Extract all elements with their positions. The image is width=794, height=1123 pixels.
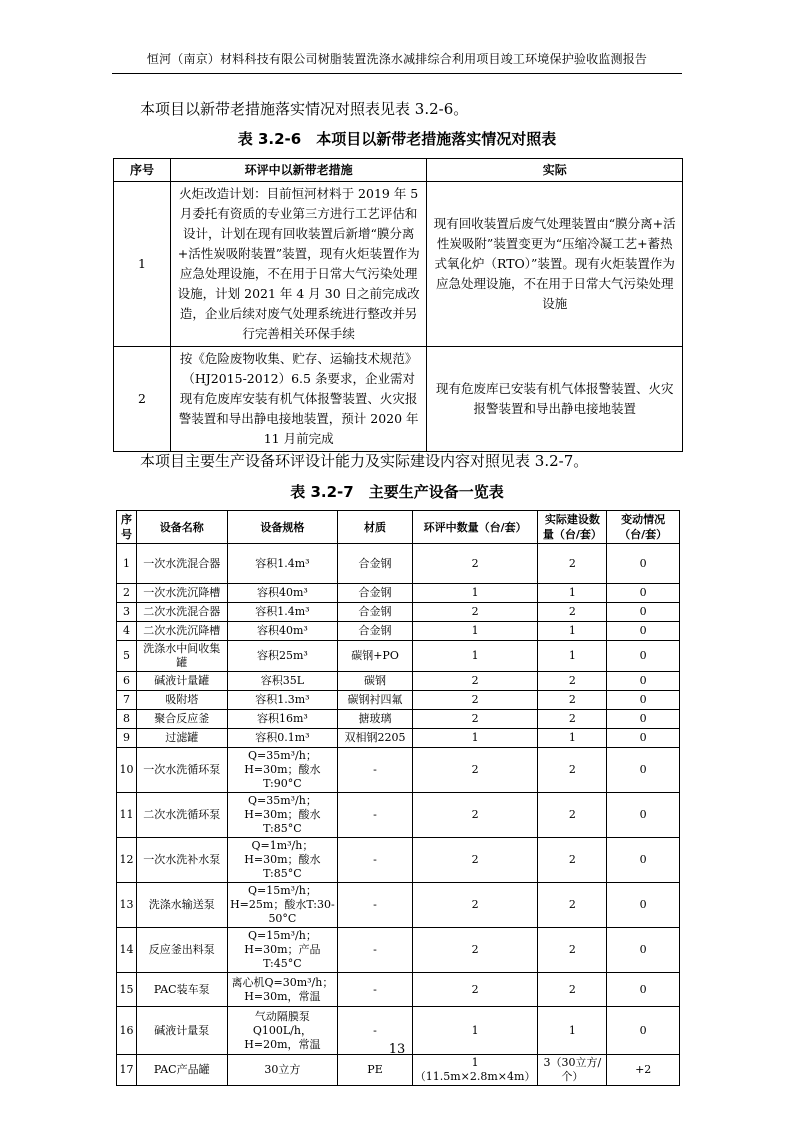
change-quantity: 0 bbox=[607, 1007, 680, 1055]
eia-quantity: 1 bbox=[412, 1007, 538, 1055]
row-actual: 现有回收装置后废气处理装置由“膜分离+活性炭吸附”装置变更为“压缩冷凝工艺+蓄热式氧化炉（RTO）”装置。现有火炬装置作为应急处理设施，不在用于日常大气污染处理设施 bbox=[427, 182, 683, 347]
equipment-material: 搪玻璃 bbox=[338, 710, 412, 729]
change-quantity: 0 bbox=[607, 973, 680, 1007]
equipment-name: 洗涤水中间收集罐 bbox=[136, 641, 227, 672]
header-no: 序号 bbox=[117, 511, 137, 544]
equipment-name: 碱液计量泵 bbox=[136, 1007, 227, 1055]
equipment-name: 一次水洗混合器 bbox=[136, 544, 227, 584]
actual-quantity: 2 bbox=[538, 928, 607, 973]
table-row bbox=[117, 883, 680, 928]
table-row bbox=[117, 973, 680, 1007]
change-quantity: 0 bbox=[607, 622, 680, 641]
eia-quantity: 2 bbox=[412, 544, 538, 584]
table-row bbox=[114, 182, 683, 347]
equipment-material: 合金钢 bbox=[338, 603, 412, 622]
change-quantity: 0 bbox=[607, 793, 680, 838]
eia-quantity: 1（11.5m×2.8m×4m） bbox=[412, 1055, 538, 1086]
table-row bbox=[117, 622, 680, 641]
equipment-spec: Q=35m³/h；H=30m；酸水T:85°C bbox=[227, 793, 338, 838]
equipment-spec: 容积16m³ bbox=[227, 710, 338, 729]
table-header-row bbox=[114, 159, 683, 182]
eia-quantity: 2 bbox=[412, 710, 538, 729]
eia-quantity: 1 bbox=[412, 584, 538, 603]
equipment-spec: 容积1.4m³ bbox=[227, 603, 338, 622]
actual-quantity: 1 bbox=[538, 584, 607, 603]
actual-quantity: 2 bbox=[538, 838, 607, 883]
equipment-spec: 容积40m³ bbox=[227, 622, 338, 641]
equipment-spec: 容积25m³ bbox=[227, 641, 338, 672]
row-no: 5 bbox=[117, 641, 137, 672]
row-no: 14 bbox=[117, 928, 137, 973]
eia-quantity: 1 bbox=[412, 729, 538, 748]
equipment-material: - bbox=[338, 928, 412, 973]
header-name: 设备名称 bbox=[136, 511, 227, 544]
table-row bbox=[117, 584, 680, 603]
eia-quantity: 2 bbox=[412, 691, 538, 710]
eia-quantity: 2 bbox=[412, 603, 538, 622]
actual-quantity: 2 bbox=[538, 544, 607, 584]
equipment-material: - bbox=[338, 793, 412, 838]
header-actual-qty: 实际建设数量（台/套） bbox=[538, 511, 607, 544]
equipment-material: 双相钢2205 bbox=[338, 729, 412, 748]
equipment-name: 一次水洗循环泵 bbox=[136, 748, 227, 793]
actual-quantity: 1 bbox=[538, 622, 607, 641]
row-no: 8 bbox=[117, 710, 137, 729]
equipment-material: PE bbox=[338, 1055, 412, 1086]
equipment-name: 聚合反应釜 bbox=[136, 710, 227, 729]
actual-quantity: 1 bbox=[538, 1007, 607, 1055]
equipment-spec: Q=1m³/h；H=30m；酸水T:85°C bbox=[227, 838, 338, 883]
row-no: 16 bbox=[117, 1007, 137, 1055]
eia-quantity: 1 bbox=[412, 622, 538, 641]
table-row bbox=[117, 748, 680, 793]
eia-quantity: 2 bbox=[412, 973, 538, 1007]
document-header: 恒河（南京）材料科技有限公司树脂装置洗涤水减排综合利用项目竣工环境保护验收监测报告 bbox=[112, 50, 682, 74]
equipment-table-body bbox=[117, 544, 680, 1086]
table-3-2-6-caption: 表 3.2-6 本项目以新带老措施落实情况对照表 bbox=[237, 130, 557, 148]
actual-quantity: 2 bbox=[538, 710, 607, 729]
row-no: 10 bbox=[117, 748, 137, 793]
table-row bbox=[117, 1055, 680, 1086]
table-row bbox=[117, 729, 680, 748]
equipment-name: 碱液计量罐 bbox=[136, 672, 227, 691]
change-quantity: 0 bbox=[607, 838, 680, 883]
row-measure: 火炬改造计划：目前恒河材料于 2019 年 5 月委托有资质的专业第三方进行工艺评估和设计，计划在现有回收装置后新增“膜分离+活性炭吸附装置”装置，现有火炬装置作为应急处理设施，不在用于日常大气污染处理设施，计划 2021 年 4 月 30 日之前完成改造，企业后续对废气处理系统进行整改并另行完善相关环保手续 bbox=[170, 182, 427, 347]
change-quantity: 0 bbox=[607, 691, 680, 710]
equipment-name: 反应釜出料泵 bbox=[136, 928, 227, 973]
change-quantity: 0 bbox=[607, 641, 680, 672]
header-no: 序号 bbox=[114, 159, 171, 182]
equipment-name: 一次水洗补水泵 bbox=[136, 838, 227, 883]
change-quantity: +2 bbox=[607, 1055, 680, 1086]
intro-paragraph-2: 本项目主要生产设备环评设计能力及实际建设内容对照见表 3.2-7。 bbox=[140, 452, 589, 470]
eia-quantity: 2 bbox=[412, 838, 538, 883]
equipment-spec: 30立方 bbox=[227, 1055, 338, 1086]
table-3-2-7-caption: 表 3.2-7 主要生产设备一览表 bbox=[290, 483, 504, 501]
table-row bbox=[117, 691, 680, 710]
equipment-name: 吸附塔 bbox=[136, 691, 227, 710]
equipment-material: - bbox=[338, 1007, 412, 1055]
table-row bbox=[117, 672, 680, 691]
change-quantity: 0 bbox=[607, 544, 680, 584]
change-quantity: 0 bbox=[607, 729, 680, 748]
equipment-name: 二次水洗沉降槽 bbox=[136, 622, 227, 641]
equipment-material: - bbox=[338, 838, 412, 883]
header-actual: 实际 bbox=[427, 159, 683, 182]
actual-quantity: 2 bbox=[538, 748, 607, 793]
equipment-name: PAC产品罐 bbox=[136, 1055, 227, 1086]
row-no: 1 bbox=[117, 544, 137, 584]
table-row bbox=[117, 838, 680, 883]
equipment-name: 二次水洗循环泵 bbox=[136, 793, 227, 838]
change-quantity: 0 bbox=[607, 672, 680, 691]
actual-quantity: 2 bbox=[538, 672, 607, 691]
row-no: 12 bbox=[117, 838, 137, 883]
row-no: 2 bbox=[114, 347, 171, 452]
header-eia-qty: 环评中数量（台/套） bbox=[412, 511, 538, 544]
change-quantity: 0 bbox=[607, 748, 680, 793]
row-no: 15 bbox=[117, 973, 137, 1007]
actual-quantity: 2 bbox=[538, 603, 607, 622]
equipment-name: 洗涤水输送泵 bbox=[136, 883, 227, 928]
eia-quantity: 1 bbox=[412, 641, 538, 672]
equipment-material: - bbox=[338, 973, 412, 1007]
table-row bbox=[117, 603, 680, 622]
header-measure: 环评中以新带老措施 bbox=[170, 159, 427, 182]
equipment-spec: 离心机Q=30m³/h；H=30m，常温 bbox=[227, 973, 338, 1007]
row-no: 11 bbox=[117, 793, 137, 838]
equipment-spec: 容积40m³ bbox=[227, 584, 338, 603]
equipment-spec: 容积1.3m³ bbox=[227, 691, 338, 710]
equipment-spec: 气动隔膜泵Q100L/h，H=20m，常温 bbox=[227, 1007, 338, 1055]
equipment-spec: Q=15m³/h；H=30m；产品T:45°C bbox=[227, 928, 338, 973]
table-row bbox=[114, 347, 683, 452]
actual-quantity: 1 bbox=[538, 641, 607, 672]
table-row bbox=[117, 641, 680, 672]
actual-quantity: 3（30立方/个） bbox=[538, 1055, 607, 1086]
actual-quantity: 2 bbox=[538, 793, 607, 838]
equipment-material: 碳钢 bbox=[338, 672, 412, 691]
table-row bbox=[117, 793, 680, 838]
equipment-table bbox=[116, 510, 680, 1086]
row-no: 6 bbox=[117, 672, 137, 691]
table-row bbox=[117, 928, 680, 973]
equipment-name: PAC装车泵 bbox=[136, 973, 227, 1007]
row-no: 9 bbox=[117, 729, 137, 748]
change-quantity: 0 bbox=[607, 710, 680, 729]
change-quantity: 0 bbox=[607, 584, 680, 603]
header-material: 材质 bbox=[338, 511, 412, 544]
row-no: 4 bbox=[117, 622, 137, 641]
row-no: 3 bbox=[117, 603, 137, 622]
equipment-material: 合金钢 bbox=[338, 622, 412, 641]
equipment-spec: 容积35L bbox=[227, 672, 338, 691]
equipment-spec: Q=15m³/h；H=25m；酸水T:30-50°C bbox=[227, 883, 338, 928]
change-quantity: 0 bbox=[607, 603, 680, 622]
change-quantity: 0 bbox=[607, 883, 680, 928]
equipment-material: 合金钢 bbox=[338, 584, 412, 603]
row-no: 2 bbox=[117, 584, 137, 603]
eia-quantity: 2 bbox=[412, 793, 538, 838]
row-no: 1 bbox=[114, 182, 171, 347]
page-number: 13 bbox=[388, 1042, 406, 1057]
change-quantity: 0 bbox=[607, 928, 680, 973]
equipment-material: 碳钢+PO bbox=[338, 641, 412, 672]
equipment-spec: Q=35m³/h；H=30m；酸水T:90°C bbox=[227, 748, 338, 793]
table-row bbox=[117, 544, 680, 584]
actual-quantity: 2 bbox=[538, 883, 607, 928]
row-measure: 按《危险废物收集、贮存、运输技术规范》（HJ2015-2012）6.5 条要求，企业需对现有危废库安装有机气体报警装置、火灾报警装置和导出静电接地装置，预计 2020 年 11 月前完成 bbox=[170, 347, 427, 452]
equipment-spec: 容积0.1m³ bbox=[227, 729, 338, 748]
measures-table bbox=[113, 158, 683, 452]
equipment-material: - bbox=[338, 748, 412, 793]
eia-quantity: 2 bbox=[412, 928, 538, 973]
header-spec: 设备规格 bbox=[227, 511, 338, 544]
table-row bbox=[117, 710, 680, 729]
eia-quantity: 2 bbox=[412, 672, 538, 691]
header-change: 变动情况（台/套） bbox=[607, 511, 680, 544]
row-actual: 现有危废库已安装有机气体报警装置、火灾报警装置和导出静电接地装置 bbox=[427, 347, 683, 452]
equipment-material: 碳钢衬四氟 bbox=[338, 691, 412, 710]
eia-quantity: 2 bbox=[412, 883, 538, 928]
row-no: 17 bbox=[117, 1055, 137, 1086]
equipment-spec: 容积1.4m³ bbox=[227, 544, 338, 584]
actual-quantity: 2 bbox=[538, 691, 607, 710]
table-header-row bbox=[117, 511, 680, 544]
actual-quantity: 1 bbox=[538, 729, 607, 748]
eia-quantity: 2 bbox=[412, 748, 538, 793]
intro-paragraph-1: 本项目以新带老措施落实情况对照表见表 3.2-6。 bbox=[140, 100, 469, 118]
row-no: 7 bbox=[117, 691, 137, 710]
row-no: 13 bbox=[117, 883, 137, 928]
actual-quantity: 2 bbox=[538, 973, 607, 1007]
equipment-material: - bbox=[338, 883, 412, 928]
equipment-name: 过滤罐 bbox=[136, 729, 227, 748]
equipment-material: 合金钢 bbox=[338, 544, 412, 584]
equipment-name: 二次水洗混合器 bbox=[136, 603, 227, 622]
equipment-name: 一次水洗沉降槽 bbox=[136, 584, 227, 603]
